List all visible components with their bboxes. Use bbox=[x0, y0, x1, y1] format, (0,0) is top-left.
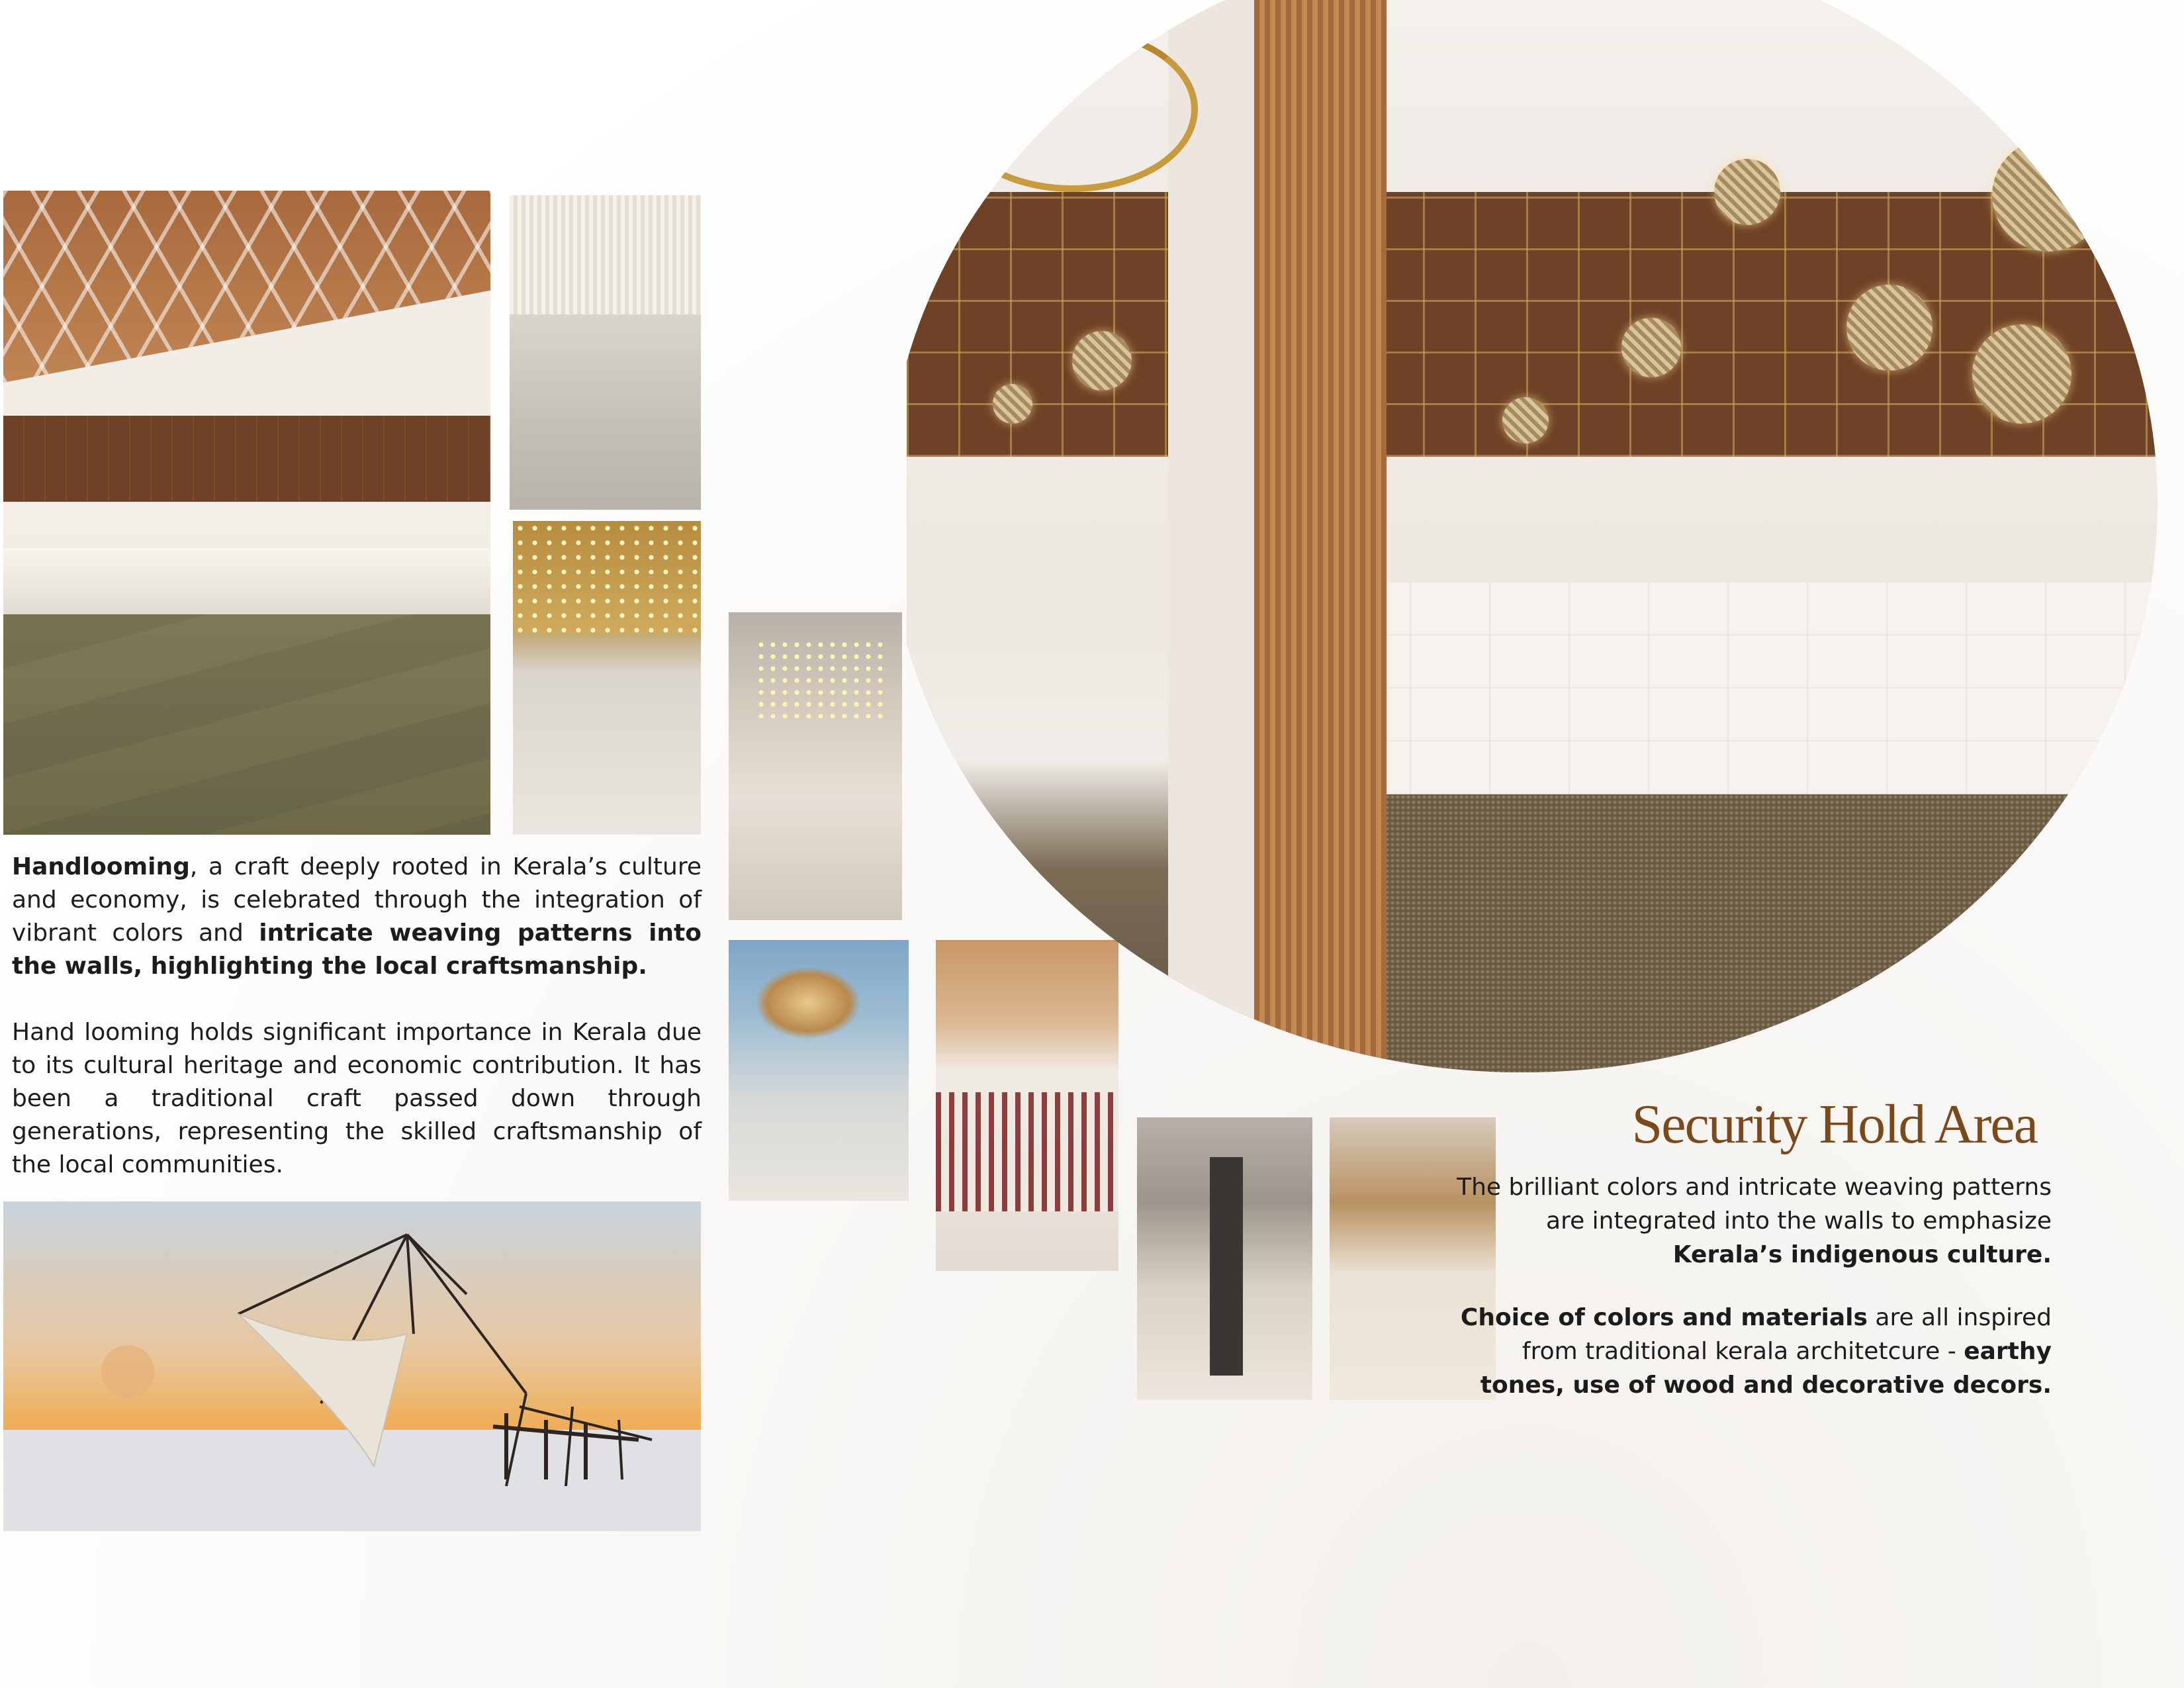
ceiling-lights bbox=[755, 639, 887, 718]
render-hall-ceiling-patterns bbox=[3, 191, 490, 835]
bold-earthy-tones: earthy tones, use of wood and decorative decors. bbox=[1480, 1338, 2052, 1399]
brass-ring-chandelier bbox=[946, 26, 1198, 192]
fishing-net-svg bbox=[3, 1201, 701, 1531]
bold-indigenous-culture: Kerala’s indigenous culture. bbox=[1672, 1241, 2052, 1268]
wood-clad-pillar bbox=[1168, 0, 1387, 1086]
carpet-floor bbox=[3, 614, 490, 835]
weave-disc bbox=[1846, 285, 1933, 371]
bold-handlooming: Handlooming bbox=[12, 853, 190, 880]
render-window-lounge bbox=[729, 940, 909, 1201]
render-hall-pillars bbox=[1137, 1117, 1312, 1400]
render-lit-ceiling-lounge bbox=[513, 521, 701, 835]
brilliant-colors-paragraph bbox=[1456, 1170, 2052, 1272]
carpet-floor bbox=[1337, 794, 2184, 1086]
paragraph-text: are all inspired from traditional kerala architetcure - bbox=[1522, 1304, 2052, 1365]
weave-disc bbox=[1502, 397, 1549, 444]
water bbox=[3, 1430, 701, 1531]
render-concourse bbox=[729, 612, 902, 920]
bold-colors-materials: Choice of colors and materials bbox=[1460, 1304, 1868, 1331]
weave-disc bbox=[1992, 139, 2105, 252]
colors-materials-paragraph bbox=[1456, 1301, 2052, 1402]
weave-disc bbox=[1072, 331, 1132, 391]
section-title: Security Hold Area bbox=[1631, 1094, 2037, 1155]
render-security-hold-area bbox=[907, 0, 2184, 1086]
render-lounge-seating bbox=[510, 195, 701, 510]
weave-disc bbox=[1621, 318, 1681, 377]
weave-disc bbox=[1972, 324, 2071, 424]
hand-looming-importance-paragraph: Hand looming holds significant importance in Kerala due to its cultural heritage and economic contribution. It has been a traditional craft passed down through generations, representing the skilled craftsmanship of the local communities. bbox=[12, 1019, 702, 1178]
paragraph-text: , a craft deeply rooted in Kerala’s culture and economy, is celebrated through the integration of vibrant colors and bbox=[12, 853, 702, 947]
dark-pillar bbox=[1210, 1157, 1243, 1376]
fluted-wall bbox=[510, 195, 701, 314]
bold-weaving-patterns: intricate weaving patterns into the walls, highlighting the local craftsmanship. bbox=[12, 919, 702, 980]
queue-lanes bbox=[936, 1092, 1118, 1211]
paragraph-text: The brilliant colors and intricate weaving patterns are integrated into the walls to emphasize bbox=[1457, 1174, 2052, 1235]
sun bbox=[101, 1345, 154, 1398]
render-security-checkpoint bbox=[936, 940, 1118, 1271]
handlooming-paragraph bbox=[12, 851, 702, 983]
ceiling-lights bbox=[513, 521, 701, 633]
wooden-lattice-ceiling bbox=[3, 191, 490, 383]
woven-wall-panels bbox=[3, 416, 490, 502]
polished-floor bbox=[3, 548, 490, 614]
weave-disc bbox=[993, 384, 1032, 424]
chandelier bbox=[755, 966, 861, 1039]
illustration-chinese-fishing-net bbox=[3, 1201, 701, 1531]
weave-disc bbox=[1714, 159, 1780, 225]
